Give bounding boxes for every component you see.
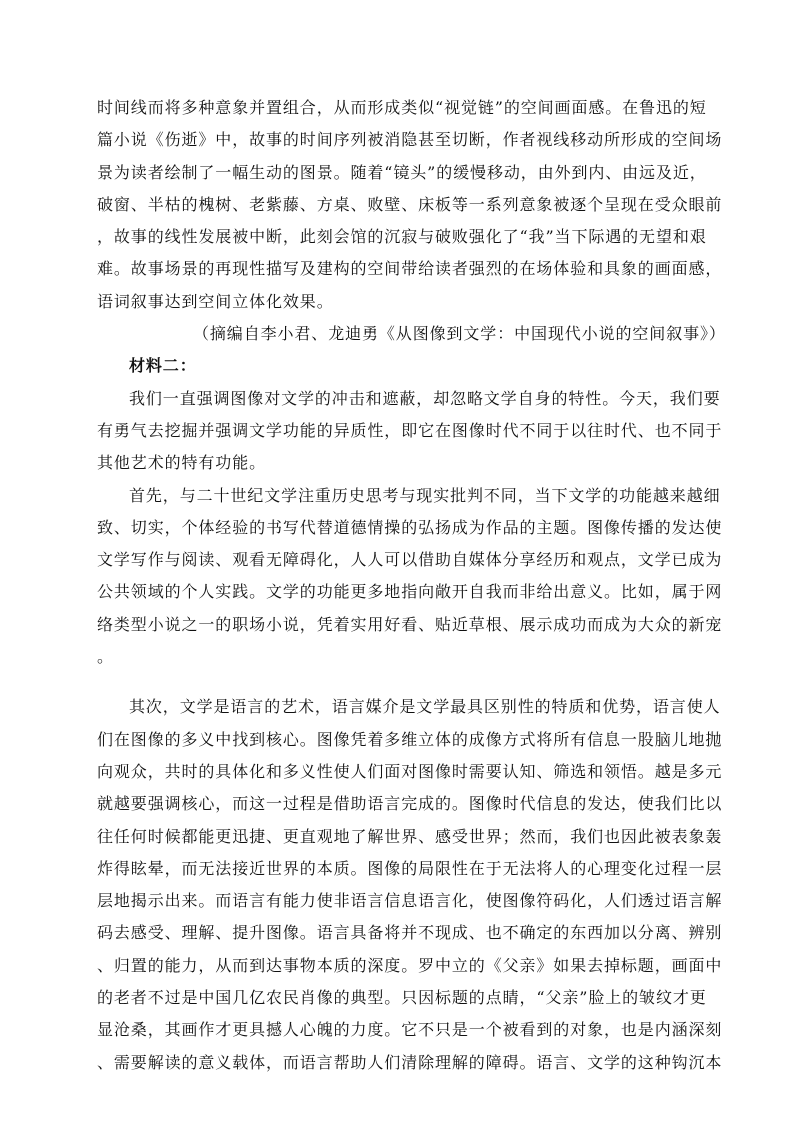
text-line: 往任何时候都能更迅捷、更直观地了解世界、感受世界；然而，我们也因此被表象轰	[97, 826, 723, 846]
source-citation: （摘编自李小君、龙迪勇《从图像到文学：中国现代小说的空间叙事》）	[193, 324, 726, 344]
text-line: 们在图像的多义中找到核心。图像凭着多维立体的成像方式将所有信息一股脑儿地抛	[97, 729, 723, 749]
paragraph-1	[97, 383, 723, 480]
text-line: 有勇气去挖掘并强调文学功能的异质性，即它在图像时代不同于以往时代、也不同于	[97, 420, 723, 440]
text-line: 、需要解读的意义载体，而语言帮助人们清除理解的障碍。语言、文学的这种钩沉本	[97, 1052, 723, 1072]
article-body	[97, 92, 726, 1079]
text-line: 显沧桑，其画作才更具撼人心魄的力度。它不只是一个被看到的对象，也是内涵深刻	[97, 1020, 723, 1040]
paragraph-2	[97, 480, 723, 674]
text-line: 其他艺术的特有功能。	[97, 453, 267, 473]
text-line: 炸得眩晕，而无法接近世界的本质。图像的局限性在于无法将人的心理变化过程一层	[97, 858, 723, 878]
text-line: 致、切实，个体经验的书写代替道德情操的弘扬成为作品的主题。图像传播的发达使	[97, 517, 723, 537]
text-line: 文学写作与阅读、观看无障碍化，人人可以借助自媒体分享经历和观点，文学已成为	[97, 550, 723, 570]
text-line: 层地揭示出来。而语言有能力使非语言信息语言化，使图像符码化，人们透过语言解	[97, 891, 723, 911]
text-line: 向观众，共时的具体化和多义性使人们面对图像时需要认知、筛选和领悟。越是多元	[97, 761, 723, 781]
paragraph-gap	[97, 673, 713, 691]
text-line: 其次，文学是语言的艺术，语言媒介是文学最具区别性的特质和优势，语言使人	[129, 697, 721, 717]
material-one-tail-paragraph	[97, 92, 723, 318]
text-line: ，故事的线性发展被中断，此刻会馆的沉寂与破败强化了“我”当下际遇的无望和艰	[97, 227, 707, 247]
text-line: 公共领域的个人实践。文学的功能更多地指向敞开自我而非给出意义。比如，属于网	[97, 582, 723, 602]
text-line: 。	[97, 647, 114, 667]
text-line: 络类型小说之一的职场小说，凭着实用好看、贴近草根、展示成功而成为大众的新宠	[97, 614, 723, 634]
text-line: 景为读者绘制了一幅生动的图景。随着“镜头”的缓慢移动，由外到内、由远及近，	[97, 162, 707, 182]
text-line: 、归置的能力，从而到达事物本质的深度。罗中立的《父亲》如果去掉标题，画面中	[97, 955, 723, 975]
text-line: 首先，与二十世纪文学注重历史思考与现实批判不同，当下文学的功能越来越细	[129, 485, 721, 505]
section-heading: 材料二：	[129, 356, 197, 376]
text-line: 难。故事场景的再现性描写及建构的空间带给读者强烈的在场体验和具象的画面感，	[97, 259, 723, 279]
paragraph-3	[97, 691, 723, 1079]
text-line: 就越要强调核心，而这一过程是借助语言完成的。图像时代信息的发达，使我们比以	[97, 794, 723, 814]
text-line: 的老者不过是中国几亿农民肖像的典型。只因标题的点睛，“父亲”脸上的皱纹才更	[97, 988, 707, 1008]
text-line: 语词叙事达到空间立体化效果。	[97, 291, 334, 311]
text-line: 篇小说《伤逝》中，故事的时间序列被消隐甚至切断，作者视线移动所形成的空间场	[97, 130, 723, 150]
text-line: 时间线而将多种意象并置组合，从而形成类似“视觉链”的空间画面感。在鲁迅的短	[97, 98, 707, 117]
text-line: 破窗、半枯的槐树、老紫藤、方桌、败壁、床板等一系列意象被逐个呈现在受众眼前	[97, 194, 723, 214]
text-line: 码去感受、理解、提升图像。语言具备将并不现成、也不确定的东西加以分离、辨别	[97, 923, 723, 943]
text-line: 我们一直强调图像对文学的冲击和遮蔽，却忽略文学自身的特性。今天，我们要	[129, 388, 721, 408]
